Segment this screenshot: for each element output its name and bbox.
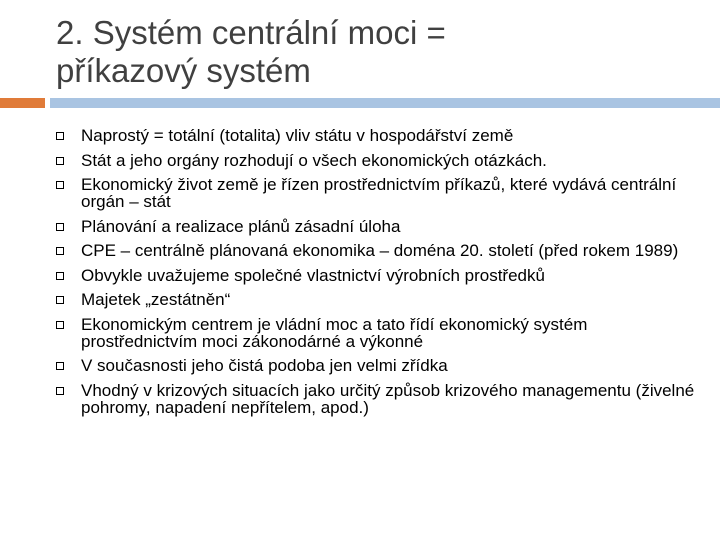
bullet-item — [56, 127, 696, 144]
bullet-item — [56, 176, 696, 210]
bullet-item — [56, 291, 696, 308]
hollow-square-bullet-icon — [56, 247, 64, 255]
hollow-square-bullet-icon — [56, 181, 64, 189]
bullet-item — [56, 218, 696, 235]
bullet-item — [56, 152, 696, 169]
hollow-square-bullet-icon — [56, 362, 64, 370]
title-underline-accent-orange — [0, 98, 45, 108]
title-underline-accent-blue — [50, 98, 720, 108]
bullet-text: Obvykle uvažujeme společné vlastnictví výrobních prostředků — [81, 265, 545, 285]
bullet-text: Stát a jeho orgány rozhodují o všech ekonomických otázkách. — [81, 150, 547, 170]
bullet-text: Ekonomický život země je řízen prostřednictvím příkazů, které vydává centrální orgán – stát — [81, 175, 677, 211]
bullet-text: CPE – centrálně plánovaná ekonomika – doména 20. století (před rokem 1989) — [81, 241, 679, 260]
bullet-item — [56, 382, 696, 416]
bullet-text: Ekonomickým centrem je vládní moc a tato řídí ekonomický systém prostřednictvím moci zákonodárné a výkonné — [81, 314, 588, 351]
slide-title-line-1: 2. Systém centrální moci = — [56, 14, 446, 51]
slide-title-line-2: příkazový systém — [56, 52, 311, 89]
hollow-square-bullet-icon — [56, 296, 64, 304]
bullet-item — [56, 316, 696, 350]
hollow-square-bullet-icon — [56, 157, 64, 165]
hollow-square-bullet-icon — [56, 387, 64, 395]
hollow-square-bullet-icon — [56, 132, 64, 140]
hollow-square-bullet-icon — [56, 223, 64, 231]
hollow-square-bullet-icon — [56, 272, 64, 280]
bullet-text: Vhodný v krizových situacích jako určitý způsob krizového managementu (živelné pohromy, napadení nepřítelem, apod.) — [81, 380, 695, 417]
bullet-item — [56, 267, 696, 284]
bullet-list — [56, 127, 696, 423]
bullet-text: Majetek „zestátněn“ — [81, 290, 231, 309]
slide-title — [56, 14, 696, 90]
bullet-text: V současnosti jeho čistá podoba jen velmi zřídka — [81, 356, 448, 375]
bullet-text: Plánování a realizace plánů zásadní úloha — [81, 216, 401, 236]
bullet-item — [56, 357, 696, 374]
bullet-item — [56, 242, 696, 259]
bullet-text: Naprostý = totální (totalita) vliv státu v hospodářství země — [81, 126, 514, 145]
hollow-square-bullet-icon — [56, 321, 64, 329]
